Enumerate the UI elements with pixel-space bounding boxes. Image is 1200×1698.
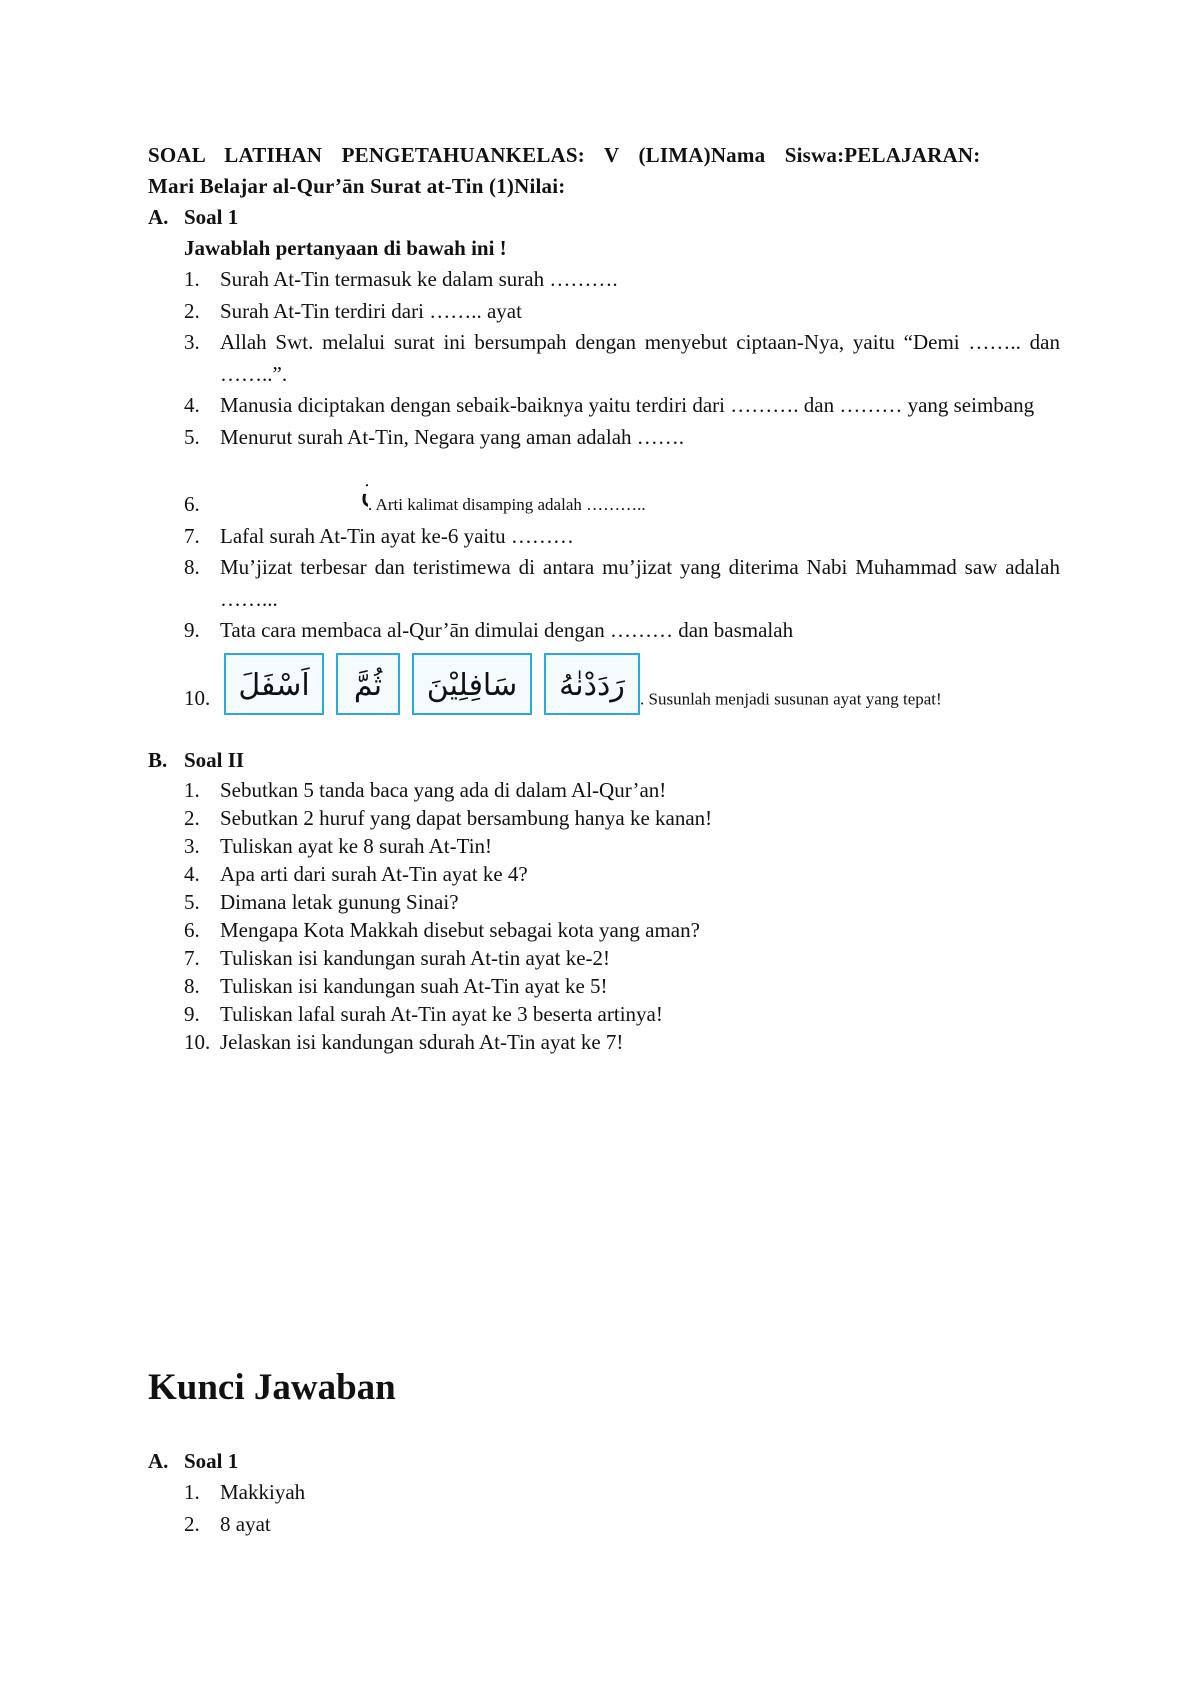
answer-number: 1. bbox=[184, 1480, 200, 1504]
question-text: Tuliskan lafal surah At-Tin ayat ke 3 beserta artinya! bbox=[220, 1001, 663, 1026]
list-item bbox=[184, 653, 1060, 715]
list-item bbox=[184, 888, 1060, 916]
section-b-heading bbox=[148, 745, 1060, 776]
arabic-tile bbox=[336, 653, 400, 715]
question-number: 3. bbox=[184, 833, 200, 858]
question-text: Mengapa Kota Makkah disebut sebagai kota yang aman? bbox=[220, 917, 700, 942]
question-list-a bbox=[148, 264, 1060, 715]
list-item bbox=[184, 860, 1060, 888]
section-letter: B. bbox=[148, 747, 168, 772]
title-line-1: SOAL LATIHAN PENGETAHUANKELAS: V (LIMA)Nama Siswa:PELAJARAN: bbox=[148, 143, 981, 167]
list-item bbox=[184, 390, 1060, 422]
question-6-text: . Arti kalimat disamping adalah ……….. bbox=[368, 495, 646, 514]
list-item bbox=[184, 264, 1060, 296]
question-number: 7. bbox=[184, 945, 200, 970]
arabic-tile-text: اَسْفَلَ bbox=[238, 667, 310, 703]
list-item bbox=[184, 422, 1060, 454]
answer-list bbox=[148, 1477, 1060, 1540]
answer-key-heading: Kunci Jawaban bbox=[148, 1367, 396, 1408]
question-number: 4. bbox=[184, 861, 200, 886]
question-text: Apa arti dari surah At-Tin ayat ke 4? bbox=[220, 861, 528, 886]
question-text: Tuliskan ayat ke 8 surah At-Tin! bbox=[220, 833, 493, 858]
question-number: 1. bbox=[184, 777, 200, 802]
list-item bbox=[184, 832, 1060, 860]
question-number: 9. bbox=[184, 618, 200, 642]
list-item bbox=[184, 972, 1060, 1000]
list-item bbox=[184, 944, 1060, 972]
arabic-word-image bbox=[220, 453, 368, 521]
answer-key-section bbox=[148, 1446, 1060, 1540]
arabic-tile-text: رَدَدْنٰهُ bbox=[559, 667, 625, 703]
question-number: 10. bbox=[184, 1029, 211, 1054]
list-item bbox=[184, 521, 1060, 553]
question-text: Tuliskan isi kandungan suah At-Tin ayat ke 5! bbox=[220, 973, 608, 998]
question-number: 3. bbox=[184, 330, 200, 354]
question-number: 6. bbox=[184, 492, 200, 516]
list-item bbox=[184, 916, 1060, 944]
question-number: 8. bbox=[184, 973, 200, 998]
answer-text: Makkiyah bbox=[220, 1480, 306, 1504]
question-text: Tata cara membaca al-Qur’ān dimulai dengan ……… dan basmalah bbox=[220, 618, 794, 642]
question-number: 4. bbox=[184, 393, 200, 417]
list-item bbox=[184, 552, 1060, 615]
section-title: Soal II bbox=[184, 747, 245, 772]
question-text: Manusia diciptakan dengan sebaik-baiknya yaitu terdiri dari ………. dan ……… yang seimbang bbox=[220, 393, 1035, 417]
arabic-tile-text: سَافِلِيْنَ bbox=[426, 667, 518, 703]
question-text: Menurut surah At-Tin, Negara yang aman adalah ……. bbox=[220, 424, 685, 449]
question-number: 9. bbox=[184, 1001, 200, 1026]
list-item bbox=[184, 1509, 1060, 1541]
question-text-with-tiles bbox=[220, 653, 1060, 715]
list-item bbox=[184, 1477, 1060, 1509]
question-number: 6. bbox=[184, 917, 200, 942]
list-item bbox=[184, 453, 1060, 521]
list-item bbox=[184, 776, 1060, 804]
question-number: 2. bbox=[184, 805, 200, 830]
question-number: 8. bbox=[184, 555, 200, 579]
word-tiles bbox=[224, 653, 640, 715]
list-item bbox=[184, 615, 1060, 647]
question-number: 10. bbox=[184, 686, 211, 710]
answer-number: 2. bbox=[184, 1511, 200, 1536]
arabic-tile bbox=[224, 653, 324, 715]
section-a-heading bbox=[148, 202, 1060, 233]
question-number: 1. bbox=[184, 267, 200, 291]
section-title: Soal 1 bbox=[184, 1449, 239, 1473]
list-item bbox=[184, 1028, 1060, 1056]
arabic-word-q6 bbox=[360, 462, 368, 511]
question-text: Lafal surah At-Tin ayat ke-6 yaitu ……… bbox=[220, 523, 574, 548]
section-letter: A. bbox=[148, 1449, 169, 1473]
question-text-with-image bbox=[220, 453, 1060, 521]
title-line-2: Mari Belajar al-Qur’ān Surat at-Tin (1)Nilai: bbox=[148, 174, 566, 198]
list-item bbox=[184, 296, 1060, 328]
arabic-tile bbox=[544, 653, 640, 715]
section-title: Soal 1 bbox=[184, 205, 239, 229]
question-number: 7. bbox=[184, 523, 200, 548]
answer-text: 8 ayat bbox=[220, 1511, 271, 1536]
arabic-tile bbox=[412, 653, 532, 715]
worksheet-title bbox=[148, 140, 1060, 202]
question-number: 5. bbox=[184, 889, 200, 914]
question-text: Tuliskan isi kandungan surah At-tin ayat ke-2! bbox=[220, 945, 611, 970]
list-item bbox=[184, 327, 1060, 390]
arabic-tile-text: ثُمَّ bbox=[353, 667, 383, 703]
list-item bbox=[184, 804, 1060, 832]
section-letter: A. bbox=[148, 205, 169, 229]
question-text: Allah Swt. melalui surat ini bersumpah dengan menyebut ciptaan-Nya, yaitu “Demi …….. dan ……..”. bbox=[220, 330, 1060, 386]
list-item bbox=[184, 1000, 1060, 1028]
instruction: Jawablah pertanyaan di bawah ini ! bbox=[184, 236, 507, 260]
question-text: Surah At-Tin termasuk ke dalam surah ………. bbox=[220, 267, 618, 291]
question-text: Jelaskan isi kandungan sdurah At-Tin ayat ke 7! bbox=[220, 1029, 624, 1054]
question-10-text: . Susunlah menjadi susunan ayat yang tepat! bbox=[640, 689, 942, 708]
question-text: Surah At-Tin terdiri dari …….. ayat bbox=[220, 298, 522, 323]
question-number: 2. bbox=[184, 298, 200, 323]
answer-key-section-heading bbox=[148, 1446, 1060, 1477]
question-text: Sebutkan 2 huruf yang dapat bersambung hanya ke kanan! bbox=[220, 805, 713, 830]
question-list-b bbox=[148, 776, 1060, 1056]
worksheet bbox=[148, 140, 1060, 1056]
question-text: Sebutkan 5 tanda baca yang ada di dalam Al-Qur’an! bbox=[220, 777, 667, 802]
question-number: 5. bbox=[184, 424, 200, 449]
question-text: Dimana letak gunung Sinai? bbox=[220, 889, 459, 914]
question-text: Mu’jizat terbesar dan teristimewa di antara mu’jizat yang diterima Nabi Muhammad saw adalah ……... bbox=[220, 555, 1060, 611]
